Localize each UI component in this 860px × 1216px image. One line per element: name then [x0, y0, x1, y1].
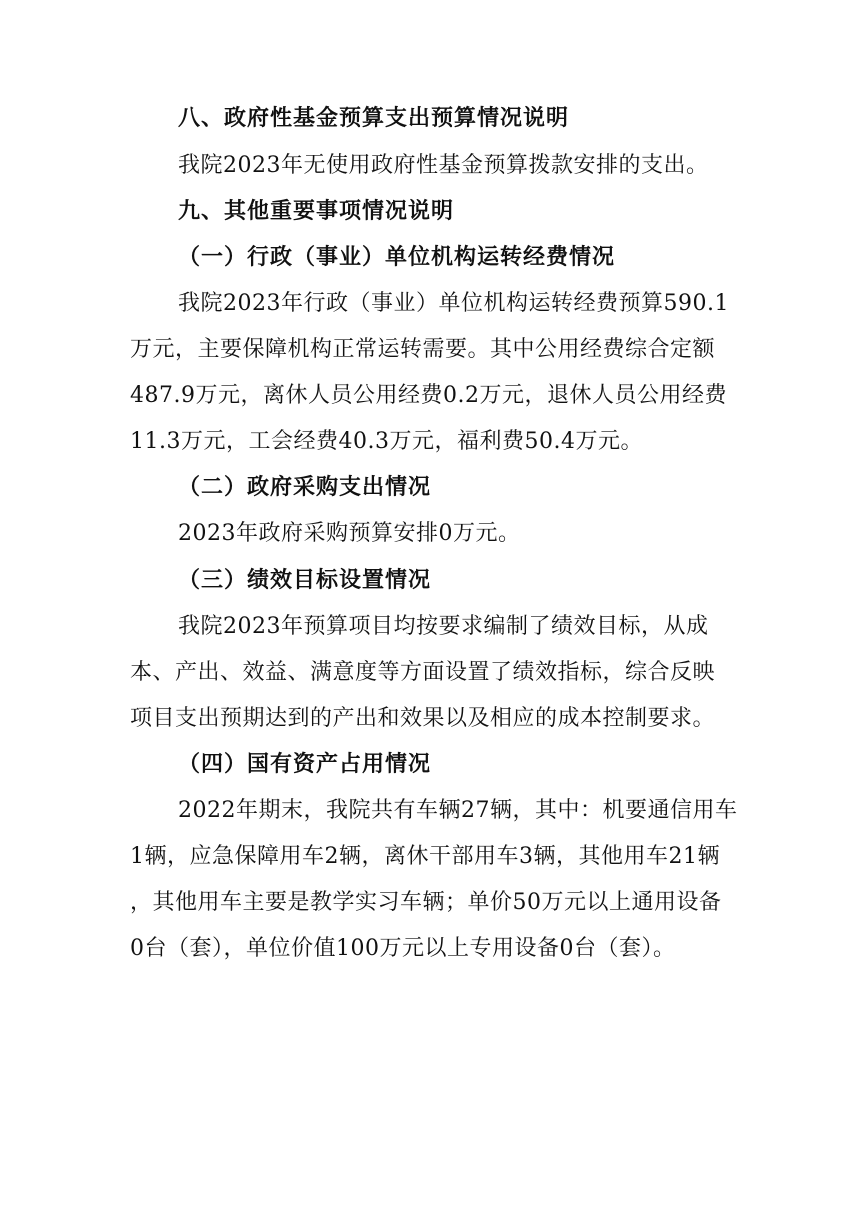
- subsection-3-line: 本、产出、效益、满意度等方面设置了绩效指标，综合反映: [130, 660, 716, 685]
- section-8-body: 我院2023年无使用政府性基金预算拨款安排的支出。: [178, 153, 709, 178]
- subsection-4-line: 1辆，应急保障用车2辆，离休干部用车3辆，其他用车21辆: [130, 844, 720, 869]
- subsection-3-heading: （三）绩效目标设置情况: [178, 568, 432, 593]
- subsection-4-line: ，其他用车主要是教学实习车辆；单价50万元以上通用设备: [130, 890, 722, 915]
- subsection-2-line: 2023年政府采购预算安排0万元。: [178, 521, 521, 546]
- subsection-1-heading: （一）行政（事业）单位机构运转经费情况: [178, 245, 616, 270]
- subsection-4-line: 2022年期末，我院共有车辆27辆，其中：机要通信用车: [178, 798, 738, 823]
- subsection-3-line: 我院2023年预算项目均按要求编制了绩效目标，从成: [178, 614, 709, 639]
- subsection-1-line: 11.3万元，工会经费40.3万元，福利费50.4万元。: [130, 429, 643, 454]
- subsection-4-heading: （四）国有资产占用情况: [178, 752, 432, 777]
- subsection-3-line: 项目支出预期达到的产出和效果以及相应的成本控制要求。: [130, 706, 716, 731]
- section-9-heading: 九、其他重要事项情况说明: [178, 199, 455, 224]
- subsection-2-heading: （二）政府采购支出情况: [178, 475, 432, 500]
- section-8-heading: 八、政府性基金预算支出预算情况说明: [178, 106, 570, 131]
- subsection-1-line: 我院2023年行政（事业）单位机构运转经费预算590.1: [178, 291, 729, 316]
- subsection-4-line: 0台（套），单位价值100万元以上专用设备0台（套）。: [130, 936, 676, 961]
- subsection-1-line: 487.9万元，离休人员公用经费0.2万元，退休人员公用经费: [130, 383, 727, 408]
- subsection-1-line: 万元，主要保障机构正常运转需要。其中公用经费综合定额: [130, 337, 716, 362]
